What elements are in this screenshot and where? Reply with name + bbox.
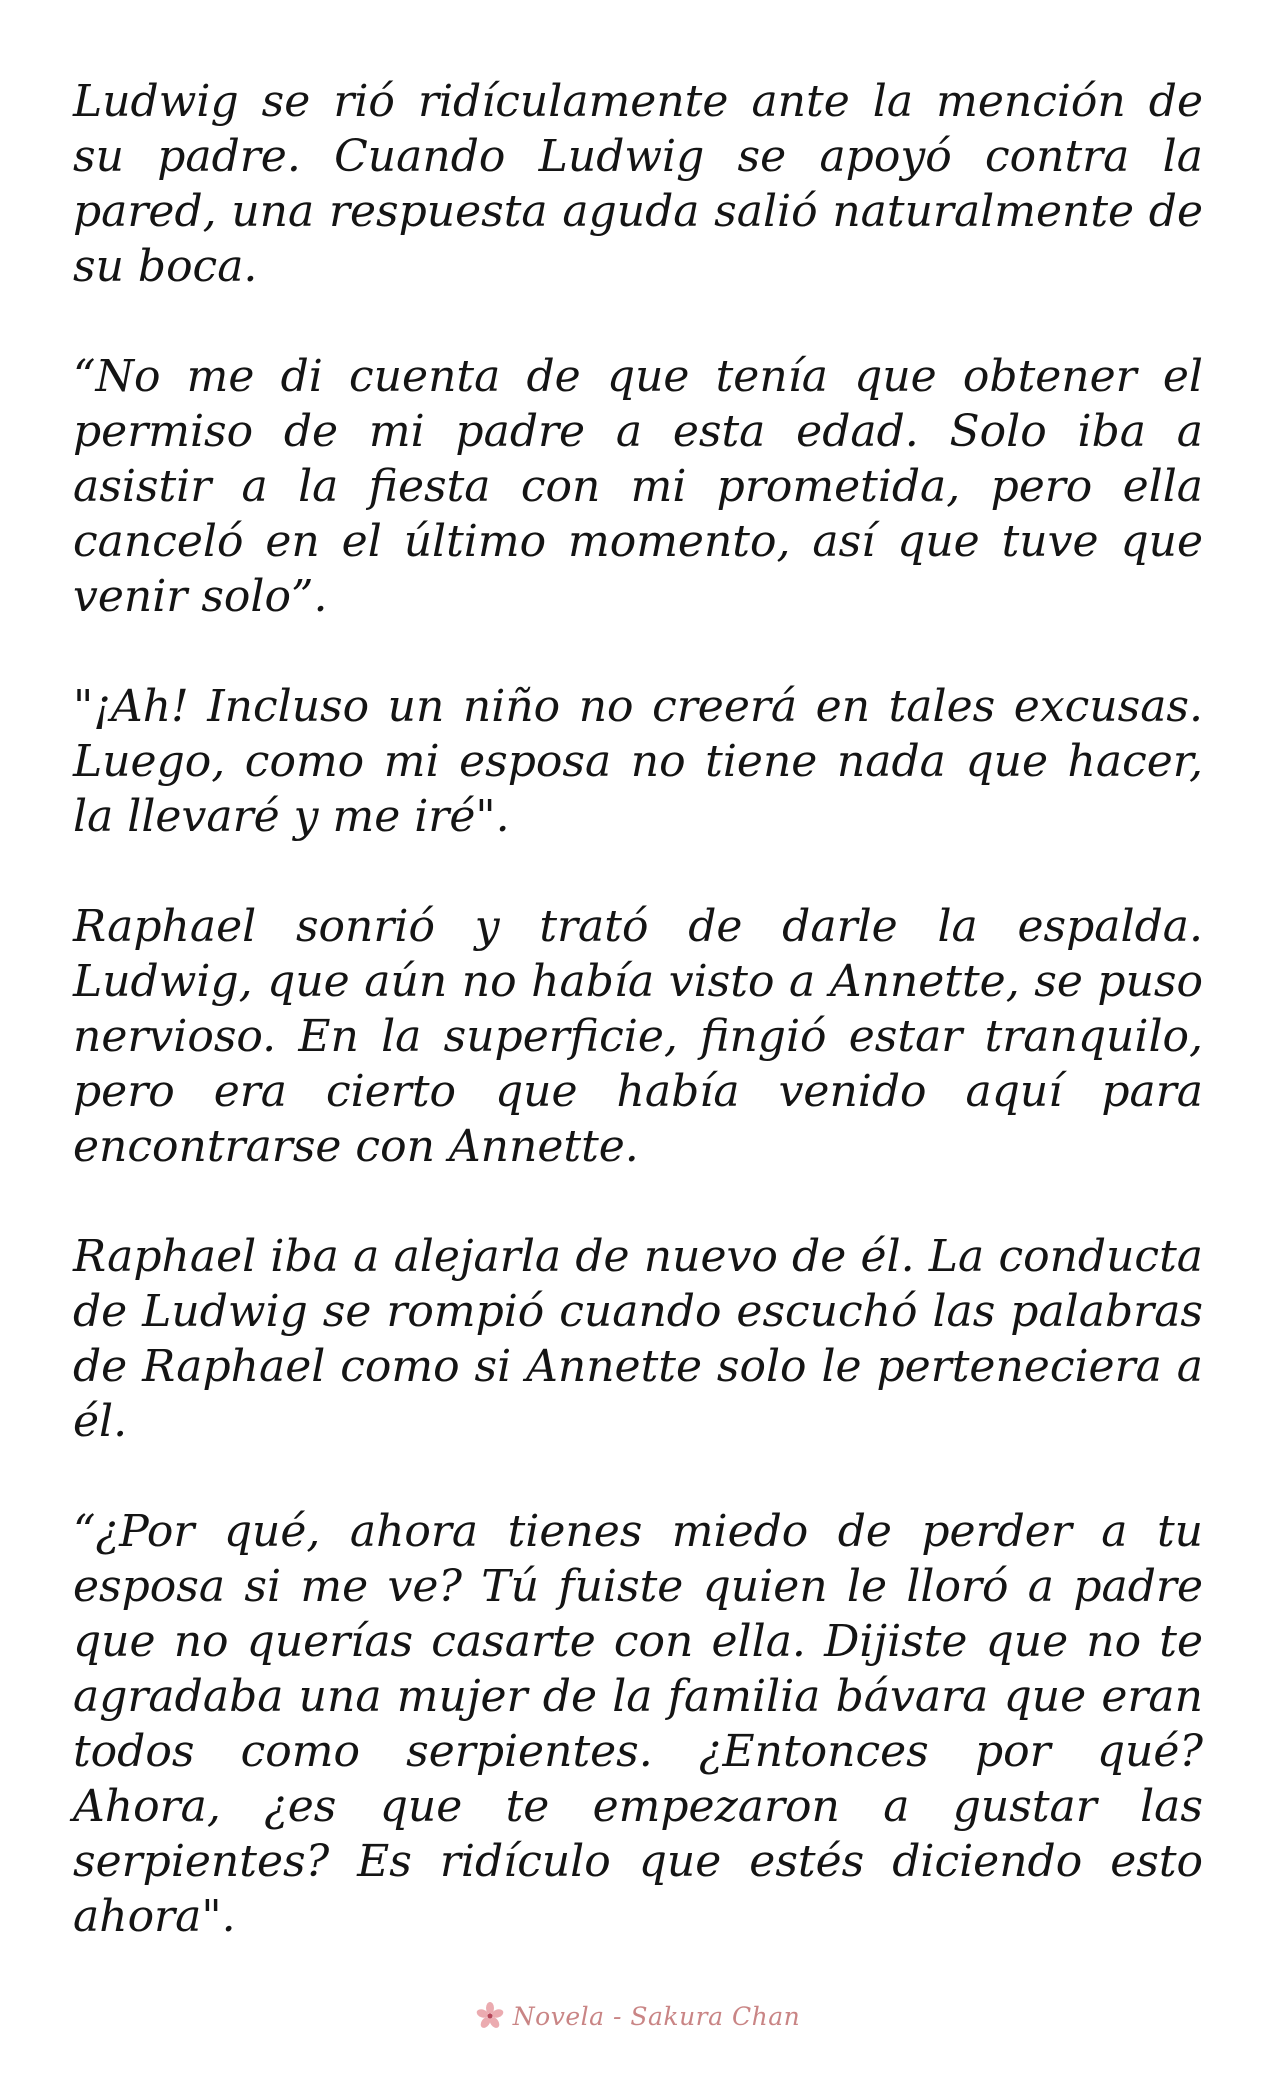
paragraph-5: Raphael iba a alejarla de nuevo de él. La conducta de Ludwig se rompió cuando escuchó las palabras de Raphael como si Annette solo le perteneciera a él. (73, 1231, 1203, 1447)
paragraph-3: "¡Ah! Incluso un niño no creerá en tales excusas. Luego, como mi esposa no tiene nada que hacer, la llevaré y me iré". (73, 681, 1203, 842)
paragraph-2: “No me di cuenta de que tenía que obtener el permiso de mi padre a esta edad. Solo iba a asistir a la fiesta con mi prometida, pero ella canceló en el último momento, así que tuve que venir solo”. (73, 351, 1203, 622)
paragraph-6: “¿Por qué, ahora tienes miedo de perder a tu esposa si me ve? Tú fuiste quien le lloró a padre que no querías casarte con ella. Dijiste que no te agradaba una mujer de la familia bávara que eran todos como serpientes. ¿Entonces por qué? Ahora, ¿es que te empezaron a gustar las serpientes? Es ridículo que estés diciendo esto ahora". (73, 1506, 1203, 1942)
paragraph-1: Ludwig se rió ridículamente ante la mención de su padre. Cuando Ludwig se apoyó contra la pared, una respuesta aguda salió naturalmente de su boca. (73, 76, 1203, 292)
text-body (73, 74, 1203, 1999)
paragraph-4: Raphael sonrió y trató de darle la espalda. Ludwig, que aún no había visto a Annette, se puso nervioso. En la superficie, fingió estar tranquilo, pero era cierto que había venido aquí para encontrarse con Annette. (73, 901, 1203, 1172)
footer-watermark (0, 1996, 1275, 2036)
footer-text: Novela - Sakura Chan (512, 2001, 801, 2031)
sakura-flower-icon (475, 2001, 505, 2031)
